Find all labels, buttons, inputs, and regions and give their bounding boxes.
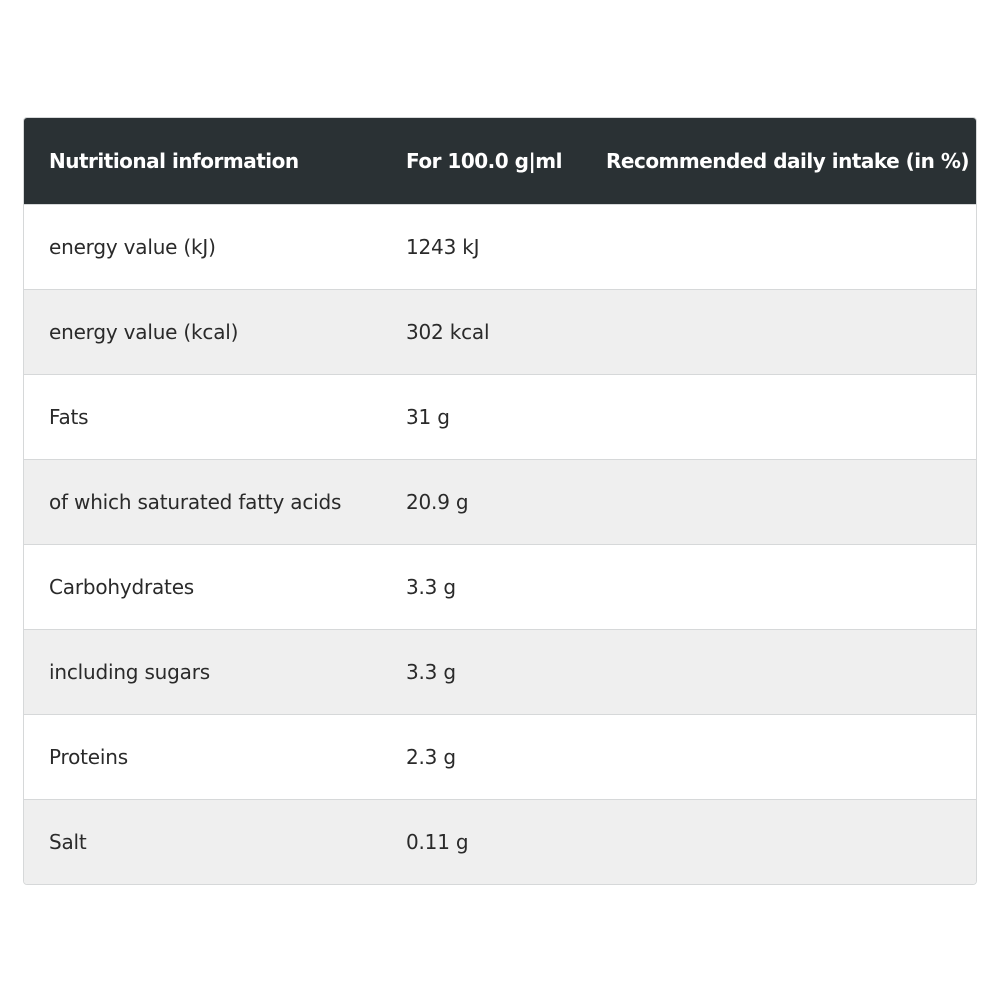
- row-nutrient-name: Fats: [49, 405, 89, 429]
- row-nutrient-value: 20.9 g: [406, 490, 469, 514]
- table-row: [24, 714, 976, 799]
- header-nutritional-information: Nutritional information: [49, 149, 299, 173]
- row-nutrient-value: 3.3 g: [406, 660, 456, 684]
- table-row: [24, 374, 976, 459]
- row-nutrient-name: Carbohydrates: [49, 575, 195, 599]
- nutrition-table: [23, 117, 977, 885]
- row-nutrient-name: energy value (kJ): [49, 235, 216, 259]
- header-daily-intake: Recommended daily intake (in %): [606, 149, 970, 173]
- table-row: [24, 544, 976, 629]
- row-nutrient-name: Salt: [49, 830, 87, 854]
- row-nutrient-value: 302 kcal: [406, 320, 490, 344]
- table-row: [24, 204, 976, 289]
- table-row: [24, 459, 976, 544]
- table-header-row: [24, 118, 976, 204]
- table-row: [24, 799, 976, 884]
- row-nutrient-name: including sugars: [49, 660, 210, 684]
- row-nutrient-value: 2.3 g: [406, 745, 456, 769]
- row-nutrient-value: 31 g: [406, 405, 450, 429]
- row-nutrient-name: of which saturated fatty acids: [49, 490, 342, 514]
- row-nutrient-name: energy value (kcal): [49, 320, 239, 344]
- row-nutrient-value: 1243 kJ: [406, 235, 480, 259]
- table-row: [24, 629, 976, 714]
- row-nutrient-value: 0.11 g: [406, 830, 469, 854]
- row-nutrient-name: Proteins: [49, 745, 128, 769]
- header-per-100g: For 100.0 g|ml: [406, 149, 562, 173]
- row-nutrient-value: 3.3 g: [406, 575, 456, 599]
- table-row: [24, 289, 976, 374]
